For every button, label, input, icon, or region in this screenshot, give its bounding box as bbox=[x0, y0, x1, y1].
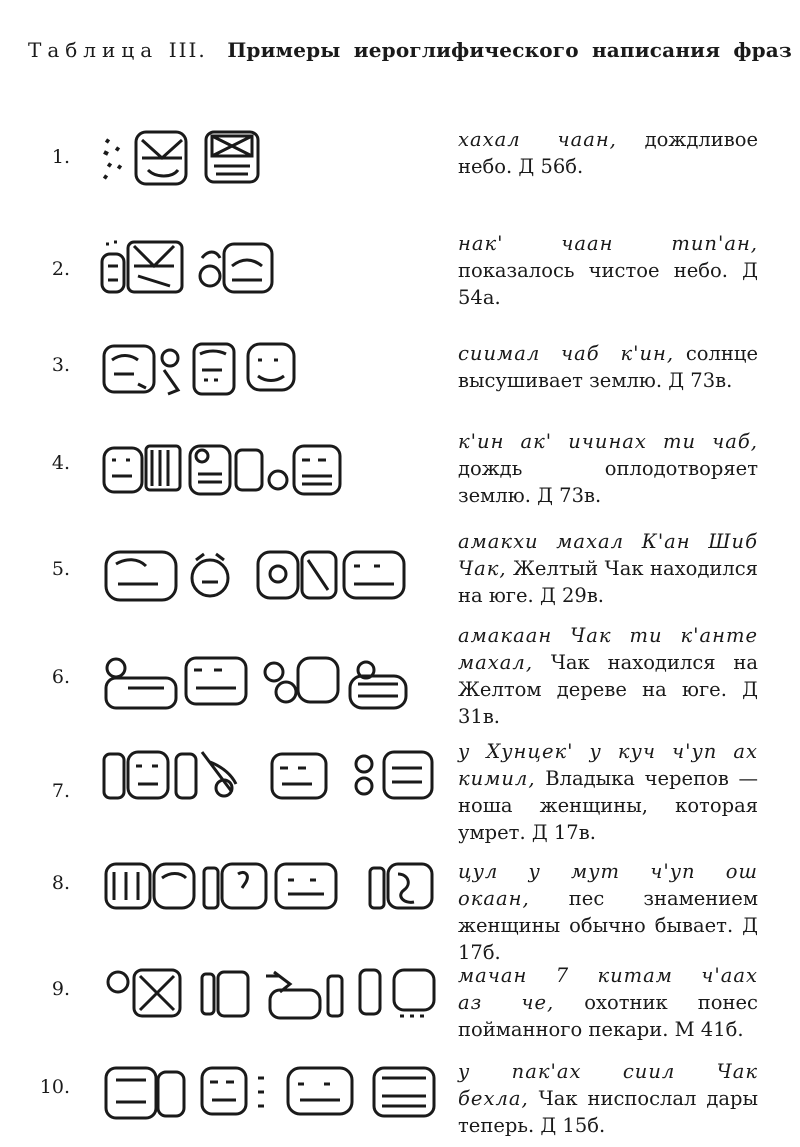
table-label: Таблица bbox=[28, 38, 159, 62]
phrase-text bbox=[458, 738, 758, 846]
table-subtitle: Примеры иероглифического написания фраз bbox=[227, 38, 792, 62]
translation: солнце высушивает землю. Д 73в. bbox=[458, 342, 758, 392]
row-number: 4. bbox=[51, 452, 70, 474]
row-number: 5. bbox=[51, 558, 70, 580]
maya-glyphs-icon bbox=[98, 546, 408, 608]
maya-transliteration: цул у мут ч'уп ош окаан, bbox=[458, 860, 758, 910]
row-number: 3. bbox=[51, 354, 70, 376]
phrase-text bbox=[458, 230, 758, 311]
glyph-group bbox=[98, 746, 438, 812]
maya-transliteration: амакаан Чак ти к'анте махал, bbox=[458, 624, 758, 674]
translation: пес знамением женщины обычно бывает. Д 17б. bbox=[458, 887, 758, 964]
phrase-text bbox=[458, 962, 758, 1043]
phrase-text bbox=[458, 428, 758, 509]
maya-glyphs-icon bbox=[98, 652, 418, 714]
translation: Желтый Чак находился на юге. Д 29в. bbox=[458, 557, 758, 607]
maya-glyphs-icon bbox=[98, 340, 308, 402]
maya-transliteration: сиимал чаб к'ин, bbox=[458, 342, 675, 365]
row-number: 9. bbox=[51, 978, 70, 1000]
glyph-group bbox=[98, 964, 438, 1030]
phrase-text bbox=[458, 126, 758, 180]
glyph-group bbox=[98, 236, 278, 302]
row-number: 1. bbox=[51, 146, 70, 168]
translation: дождь оплодотворяет землю. Д 73в. bbox=[458, 457, 758, 507]
phrase-text bbox=[458, 622, 758, 730]
maya-transliteration: амакхи махал К'ан Шиб Чак, bbox=[458, 530, 758, 580]
glyph-group bbox=[98, 858, 438, 924]
maya-transliteration: хахал чаан, bbox=[458, 128, 617, 151]
glyph-group bbox=[98, 1062, 438, 1128]
translation: дождливое небо. Д 56б. bbox=[458, 128, 758, 178]
maya-glyphs-icon bbox=[98, 126, 278, 188]
translation: Чак находился на Желтом дереве на юге. Д 31в. bbox=[458, 651, 758, 728]
glyph-group bbox=[98, 440, 348, 506]
maya-transliteration: к'ин ак' ичинах ти чаб, bbox=[458, 430, 758, 453]
glyph-group bbox=[98, 126, 278, 192]
maya-glyphs-icon bbox=[98, 858, 438, 920]
translation: охотник понес пойманного пекари. М 41б. bbox=[458, 991, 758, 1041]
maya-transliteration: мачан 7 китам ч'аах аз че, bbox=[458, 964, 758, 1014]
phrase-text bbox=[458, 528, 758, 609]
phrase-text bbox=[458, 1058, 758, 1139]
translation: показалось чистое небо. Д 54а. bbox=[458, 259, 758, 309]
phrase-text bbox=[458, 858, 758, 966]
glyph-group bbox=[98, 652, 418, 718]
maya-glyphs-icon bbox=[98, 440, 348, 502]
maya-glyphs-icon bbox=[98, 746, 438, 808]
maya-glyphs-icon bbox=[98, 1062, 438, 1124]
translation: Владыка черепов — ноша женщины, которая умрет. Д 17в. bbox=[458, 767, 758, 844]
page-title bbox=[28, 38, 792, 62]
table-number: III. bbox=[168, 38, 207, 62]
glyph-group bbox=[98, 340, 308, 406]
maya-transliteration: у пак'ах сиил Чак бехла, bbox=[458, 1060, 758, 1110]
translation: Чак ниспослал дары теперь. Д 15б. bbox=[458, 1087, 758, 1137]
maya-glyphs-icon bbox=[98, 964, 438, 1026]
glyph-group bbox=[98, 546, 408, 612]
phrase-text bbox=[458, 340, 758, 394]
maya-glyphs-icon bbox=[98, 236, 278, 298]
row-number: 6. bbox=[51, 666, 70, 688]
row-number: 10. bbox=[39, 1076, 70, 1098]
row-number: 8. bbox=[51, 872, 70, 894]
maya-transliteration: нак' чаан тип'ан, bbox=[458, 232, 758, 255]
row-number: 2. bbox=[51, 258, 70, 280]
maya-transliteration: у Хунцек' у куч ч'уп ах кимил, bbox=[458, 740, 758, 790]
row-number: 7. bbox=[51, 780, 70, 802]
